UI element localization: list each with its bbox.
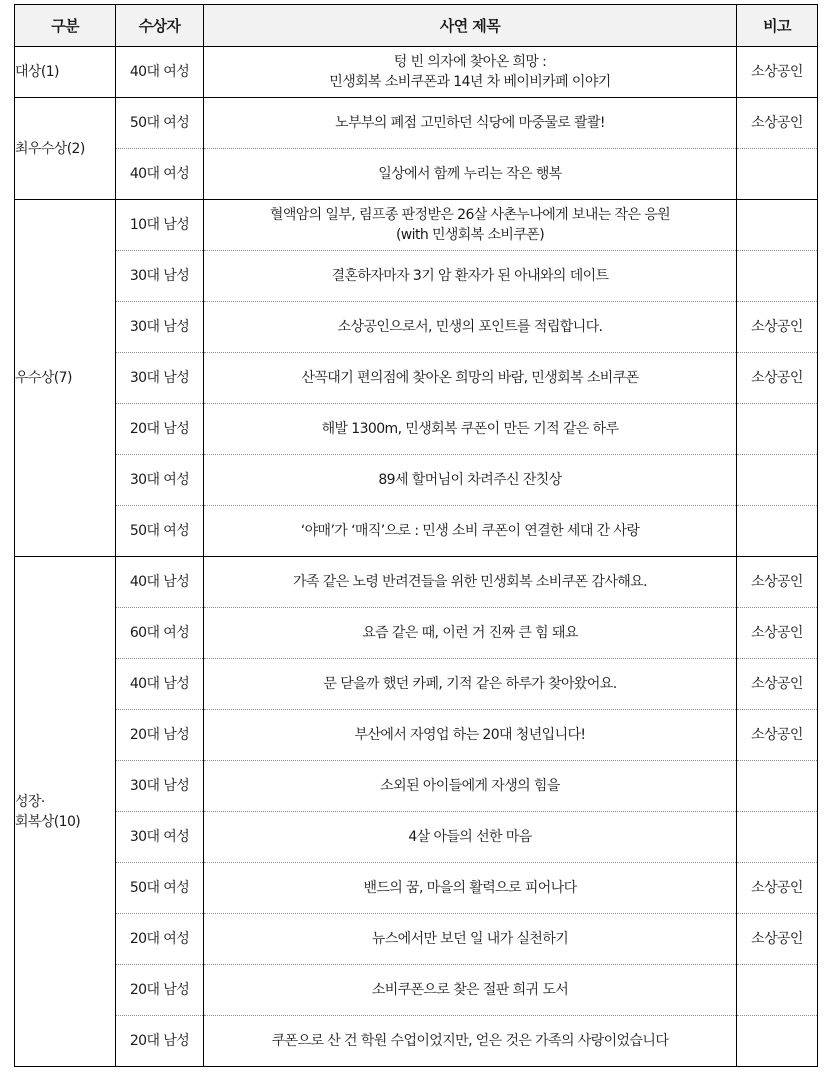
note-cell: [737, 761, 818, 812]
winner-cell: 30대 남성: [116, 302, 204, 353]
story-title-cell: [204, 404, 737, 455]
category-label: 우수상(7): [15, 370, 72, 386]
note-cell: [737, 404, 818, 455]
story-title-line: (with 민생회복 소비쿠폰): [395, 227, 545, 243]
story-title-line: 문 닫을까 했던 카페, 기적 같은 하루가 찾아왔어요.: [323, 676, 617, 692]
winner-cell: 30대 여성: [116, 455, 204, 506]
story-title-cell: [204, 1016, 737, 1067]
note-cell: 소상공인: [737, 863, 818, 914]
winner-cell: 60대 여성: [116, 608, 204, 659]
table-row: [15, 965, 818, 1016]
winner-cell: 20대 남성: [116, 710, 204, 761]
story-title-cell: [204, 914, 737, 965]
category-cell: [15, 98, 116, 200]
table-row: [15, 710, 818, 761]
table-row: [15, 302, 818, 353]
winner-cell: 40대 여성: [116, 47, 204, 98]
story-title-line: ‘야매’가 ‘매직’으로 : 민생 소비 쿠폰이 연결한 세대 간 사랑: [300, 523, 640, 539]
story-title-line: 일상에서 함께 누리는 작은 행복: [378, 166, 562, 182]
table-row: [15, 863, 818, 914]
winner-cell: 30대 남성: [116, 761, 204, 812]
story-title-cell: [204, 200, 737, 251]
header-note: 비고: [737, 5, 818, 47]
story-title-line: 뉴스에서만 보던 일 내가 실천하기: [371, 931, 569, 947]
header-category: 구분: [15, 5, 116, 47]
story-title-line: 소비쿠폰으로 찾은 절판 희귀 도서: [371, 982, 569, 998]
winner-cell: 10대 남성: [116, 200, 204, 251]
story-title-line: 부산에서 자영업 하는 20대 청년입니다!: [354, 727, 586, 743]
note-cell: [737, 1016, 818, 1067]
note-cell: [737, 200, 818, 251]
winner-cell: 30대 남성: [116, 353, 204, 404]
table-row: [15, 98, 818, 149]
table-row: [15, 149, 818, 200]
winner-cell: 20대 남성: [116, 404, 204, 455]
story-title-line: 요즘 같은 때, 이런 거 진짜 큰 힘 돼요: [362, 625, 578, 641]
category-label: 회복상(10): [15, 813, 81, 830]
story-title-cell: [204, 761, 737, 812]
winner-cell: 50대 여성: [116, 863, 204, 914]
story-title-cell: [204, 812, 737, 863]
winner-cell: 20대 남성: [116, 965, 204, 1016]
table-row: [15, 404, 818, 455]
table-row: [15, 557, 818, 608]
table-row: [15, 812, 818, 863]
story-title-line: 밴드의 꿈, 마을의 활력으로 피어나다: [363, 880, 577, 896]
story-title-cell: [204, 506, 737, 557]
table-row: [15, 47, 818, 98]
winner-cell: 20대 여성: [116, 914, 204, 965]
note-cell: [737, 455, 818, 506]
story-title-cell: [204, 608, 737, 659]
category-cell: [15, 47, 116, 98]
story-title-cell: [204, 251, 737, 302]
note-cell: 소상공인: [737, 302, 818, 353]
note-cell: 소상공인: [737, 47, 818, 98]
table-row: [15, 608, 818, 659]
story-title-line: 산꼭대기 편의점에 찾아온 희망의 바람, 민생회복 소비쿠폰: [301, 370, 639, 386]
story-title-line: 소상공인으로서, 민생의 포인트를 적립합니다.: [337, 319, 603, 335]
winner-cell: 30대 여성: [116, 812, 204, 863]
table-row: [15, 200, 818, 251]
note-cell: [737, 506, 818, 557]
note-cell: [737, 965, 818, 1016]
story-title-line: 텅 빈 의자에 찾아온 희망 :: [393, 54, 547, 70]
note-cell: 소상공인: [737, 557, 818, 608]
note-cell: 소상공인: [737, 914, 818, 965]
story-title-line: 결혼하자마자 3기 암 환자가 된 아내와의 데이트: [331, 268, 609, 284]
story-title-line: 89세 할머님이 차려주신 잔칫상: [378, 472, 562, 488]
category-cell: [15, 557, 116, 1067]
winner-cell: 40대 남성: [116, 659, 204, 710]
winner-cell: 50대 여성: [116, 506, 204, 557]
story-title-cell: [204, 557, 737, 608]
winner-cell: 30대 남성: [116, 251, 204, 302]
table-body: [15, 47, 818, 1067]
story-title-cell: [204, 710, 737, 761]
table-row: [15, 761, 818, 812]
story-title-line: 소외된 아이들에게 자생의 힘을: [380, 778, 560, 794]
story-title-cell: [204, 302, 737, 353]
winner-cell: 40대 여성: [116, 149, 204, 200]
table-row: [15, 1016, 818, 1067]
story-title-cell: [204, 455, 737, 506]
table-row: [15, 455, 818, 506]
note-cell: 소상공인: [737, 710, 818, 761]
note-cell: 소상공인: [737, 659, 818, 710]
story-title-line: 해발 1300m, 민생회복 쿠폰이 만든 기적 같은 하루: [321, 421, 619, 437]
table-row: [15, 659, 818, 710]
story-title-cell: [204, 47, 737, 98]
note-cell: [737, 812, 818, 863]
table-row: [15, 353, 818, 404]
note-cell: [737, 251, 818, 302]
category-label: 대상(1): [15, 64, 59, 80]
story-title-line: 노부부의 폐점 고민하던 식당에 마중물로 콸콸!: [335, 115, 605, 131]
header-row: [15, 5, 818, 47]
header-winner: 수상자: [116, 5, 204, 47]
story-title-line: 민생회복 소비쿠폰과 14년 차 베이비카페 이야기: [329, 74, 611, 90]
note-cell: [737, 149, 818, 200]
story-title-cell: [204, 659, 737, 710]
story-title-cell: [204, 98, 737, 149]
note-cell: 소상공인: [737, 98, 818, 149]
winner-cell: 40대 남성: [116, 557, 204, 608]
story-title-cell: [204, 965, 737, 1016]
category-label: 최우수상(2): [15, 140, 85, 157]
note-cell: 소상공인: [737, 353, 818, 404]
story-title-line: 4살 아들의 선한 마음: [408, 829, 532, 845]
awards-table: [14, 4, 818, 1067]
story-title-cell: [204, 863, 737, 914]
story-title-line: 쿠폰으로 산 건 학원 수업이었지만, 얻은 것은 가족의 사랑이었습니다: [271, 1033, 669, 1049]
category-cell: [15, 200, 116, 557]
table-row: [15, 506, 818, 557]
winner-cell: 20대 남성: [116, 1016, 204, 1067]
header-story-title: 사연 제목: [204, 5, 737, 47]
story-title-line: 가족 같은 노령 반려견들을 위한 민생회복 소비쿠폰 감사해요.: [293, 574, 647, 590]
story-title-line: 혈액암의 일부, 림프종 판정받은 26살 사촌누나에게 보내는 작은 응원: [269, 207, 671, 223]
story-title-cell: [204, 149, 737, 200]
table-row: [15, 251, 818, 302]
table-row: [15, 914, 818, 965]
note-cell: 소상공인: [737, 608, 818, 659]
story-title-cell: [204, 353, 737, 404]
category-label: 성장·: [15, 793, 45, 810]
winner-cell: 50대 여성: [116, 98, 204, 149]
